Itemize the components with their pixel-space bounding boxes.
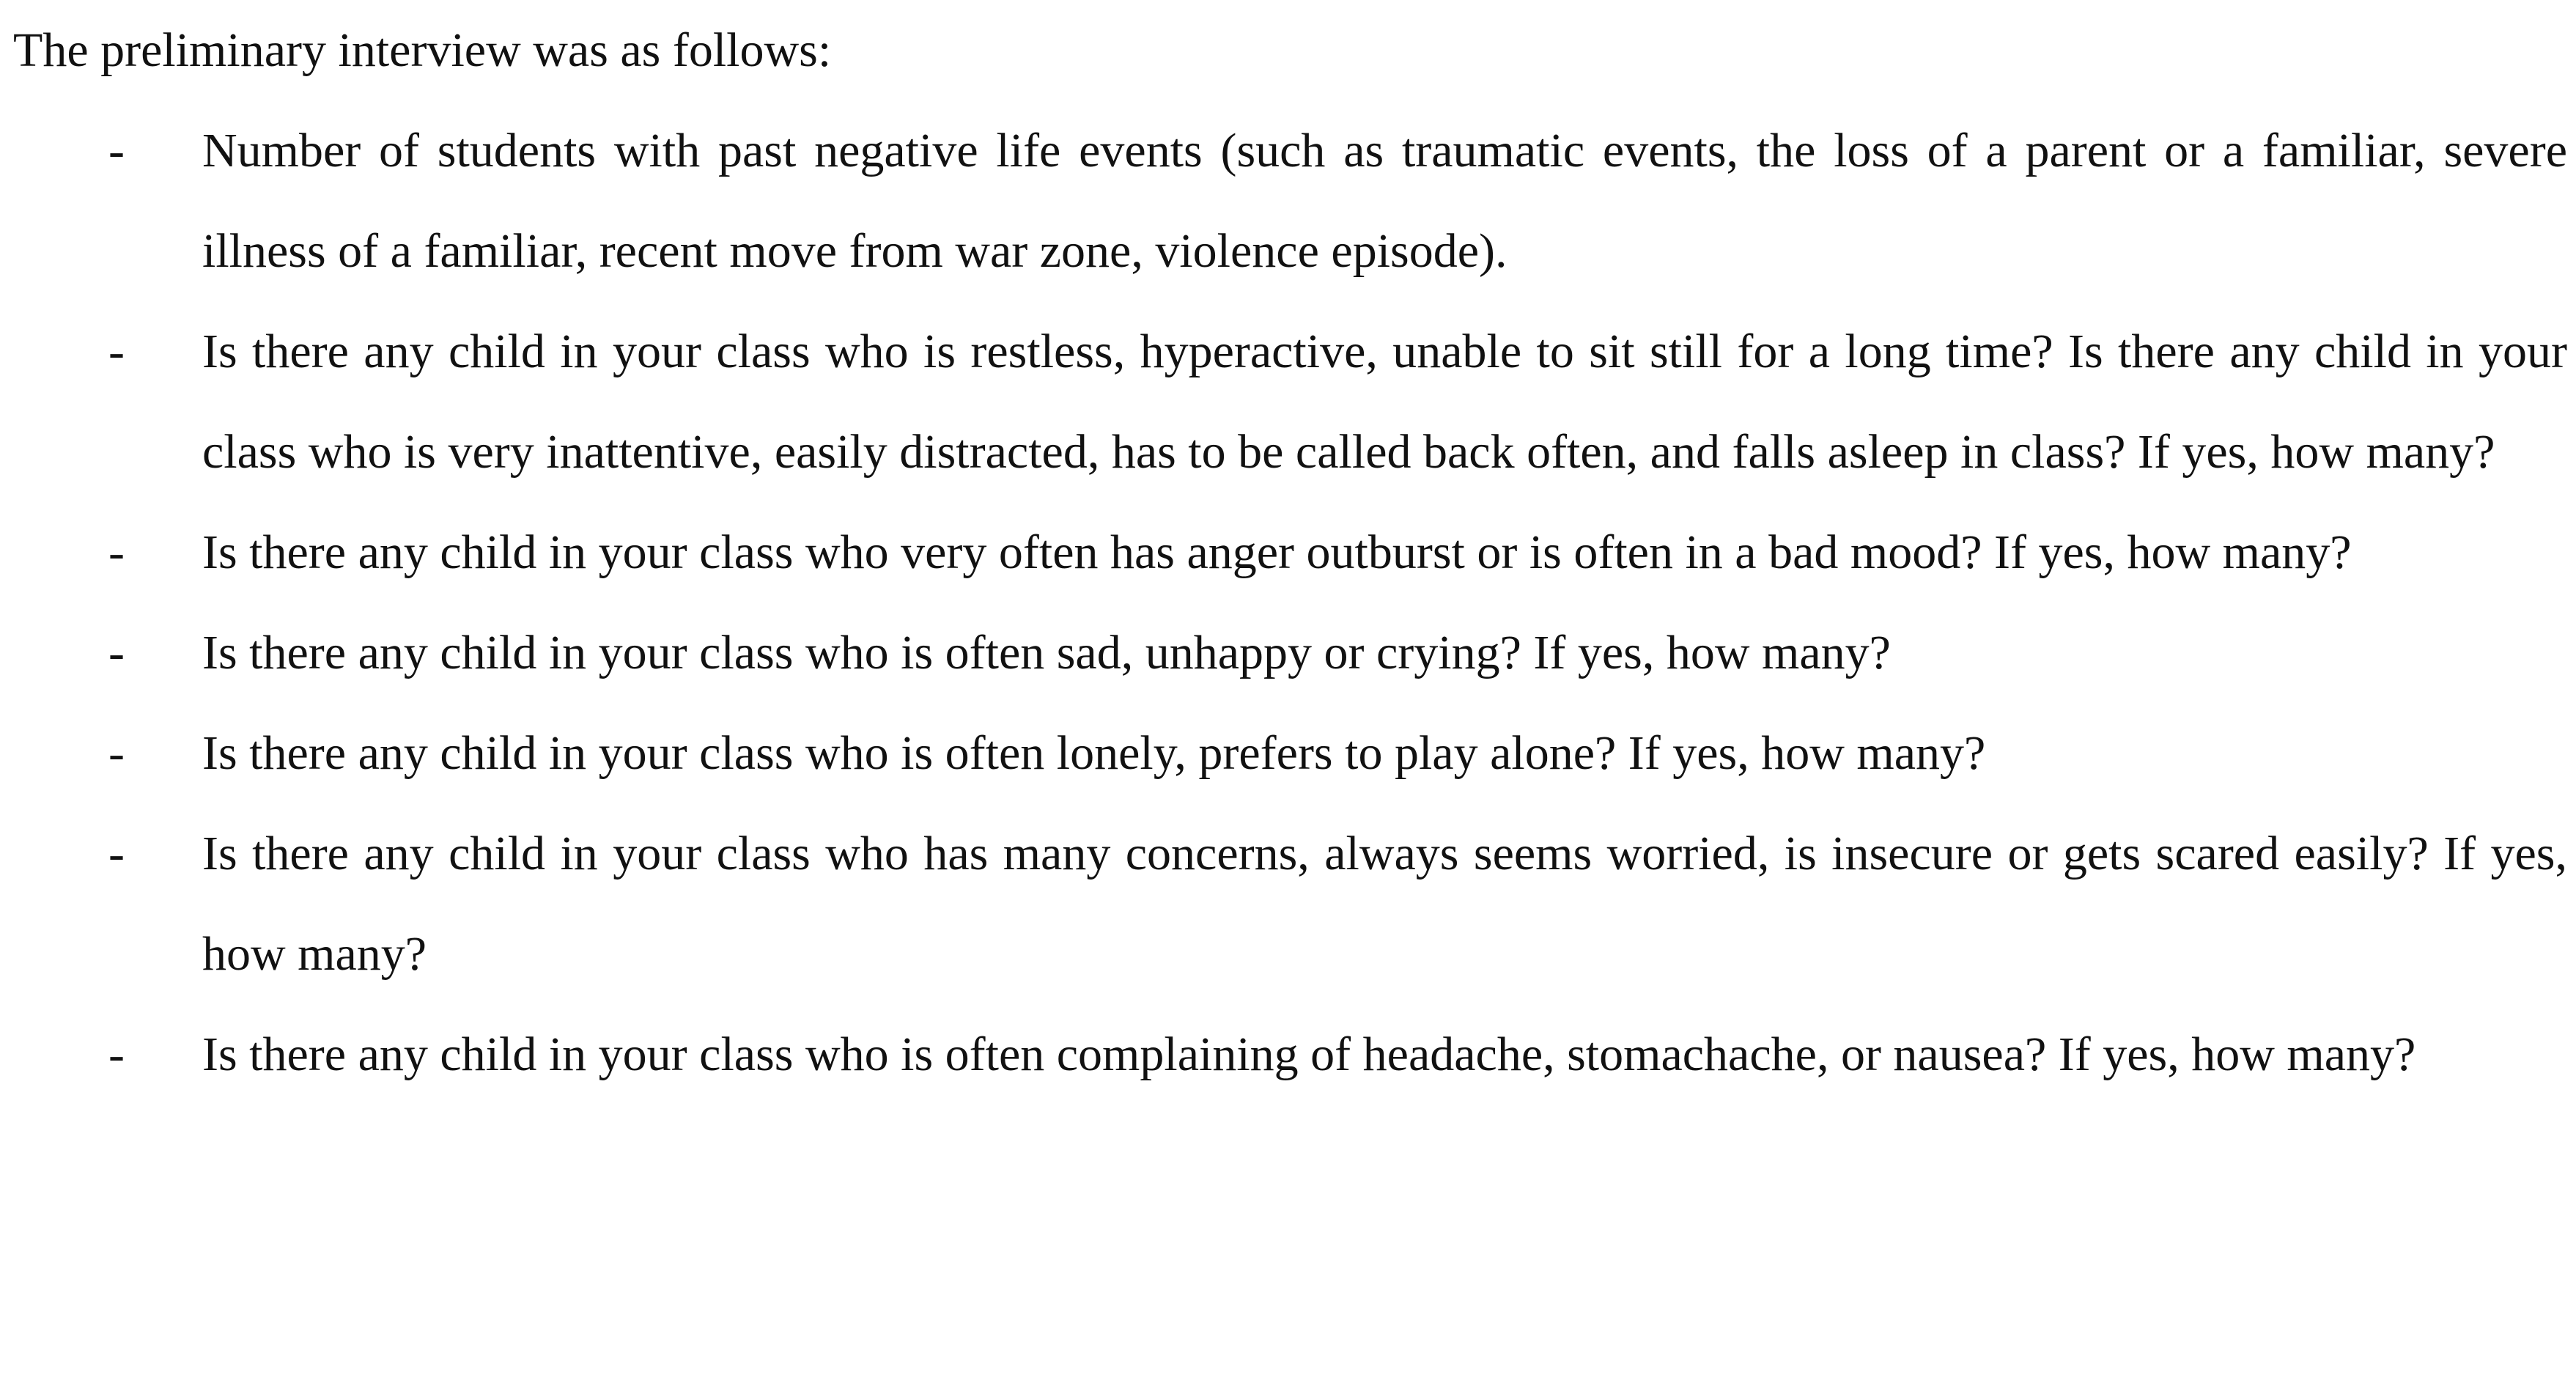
list-item-text: Number of students with past negative life events (such as traumatic events, the loss of a parent or a familiar, severe illness of a familiar, recent move from war zone, violence episode).: [202, 124, 2567, 278]
list-item-text: Is there any child in your class who is often sad, unhappy or crying? If yes, how many?: [202, 626, 1891, 679]
list-item: [13, 803, 2567, 1004]
list-item-text: Is there any child in your class who very often has anger outburst or is often in a bad mood? If yes, how many?: [202, 526, 2352, 579]
list-item-text: Is there any child in your class who is often complaining of headache, stomachache, or nausea? If yes, how many?: [202, 1028, 2416, 1081]
list-item: [13, 1004, 2567, 1105]
list-item-text: Is there any child in your class who has many concerns, always seems worried, is insecure or gets scared easily? If yes, how many?: [202, 827, 2567, 981]
list-item-text: Is there any child in your class who is often lonely, prefers to play alone? If yes, how many?: [202, 726, 1986, 780]
dash-bullet-icon: -: [108, 325, 125, 378]
dash-bullet-icon: -: [108, 526, 125, 579]
interview-question-list: [13, 100, 2567, 1105]
dash-bullet-icon: -: [108, 827, 125, 880]
list-item: [13, 301, 2567, 502]
list-item: [13, 703, 2567, 803]
list-item: [13, 502, 2567, 602]
list-item: [13, 602, 2567, 703]
dash-bullet-icon: -: [108, 626, 125, 679]
list-item: [13, 100, 2567, 301]
dash-bullet-icon: -: [108, 124, 125, 177]
dash-bullet-icon: -: [108, 726, 125, 780]
intro-text: The preliminary interview was as follows:: [13, 23, 832, 77]
dash-bullet-icon: -: [108, 1028, 125, 1081]
list-item-text: Is there any child in your class who is restless, hyperactive, unable to sit still for a long time? Is there any child in your class who is very inattentive, easily distracted, has to be called back often, and falls asleep in class? If yes, how many?: [202, 325, 2567, 479]
